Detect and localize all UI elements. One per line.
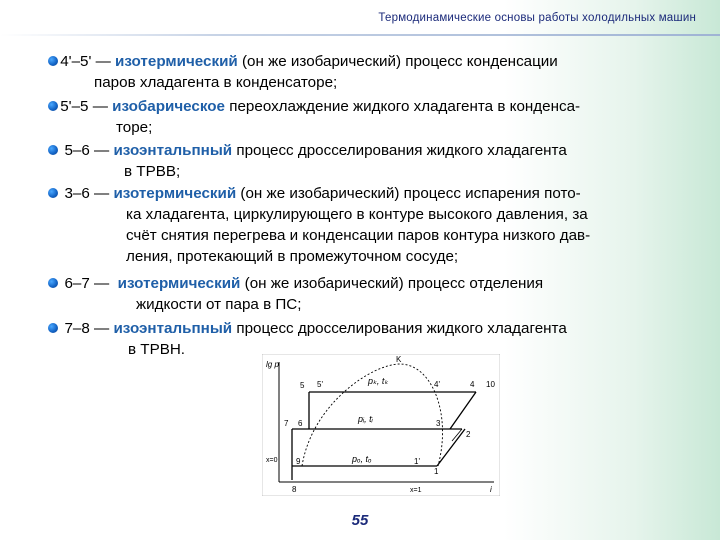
svg-text:1': 1' bbox=[414, 457, 420, 466]
svg-text:3: 3 bbox=[436, 419, 441, 428]
svg-text:5': 5' bbox=[317, 380, 323, 389]
svg-text:2: 2 bbox=[466, 430, 471, 439]
process-keyword: изоэнтальпный bbox=[113, 142, 233, 159]
list-item: 7–8 — изоэнтальпный процесс дросселирования жидкого хладагента в ТРВН. bbox=[56, 318, 696, 360]
process-label: 6–7 bbox=[64, 275, 90, 292]
list-item: 5–6 — изоэнтальпный процесс дросселирования жидкого хладагента в ТРВВ; bbox=[56, 140, 696, 182]
bullet-icon bbox=[48, 188, 58, 198]
svg-text:8: 8 bbox=[292, 485, 297, 494]
header-title: Термодинамические основы работы холодильных машин bbox=[378, 12, 696, 24]
process-label: 5–6 bbox=[64, 142, 90, 159]
svg-text:x=0: x=0 bbox=[266, 457, 278, 464]
process-keyword: изотермический bbox=[117, 275, 241, 292]
bullet-icon bbox=[48, 278, 58, 288]
svg-text:6: 6 bbox=[298, 419, 303, 428]
svg-text:7: 7 bbox=[284, 419, 289, 428]
list-item: 4'–5' — изотермический (он же изобарический) процесс конденсации паров хладагента в конденсаторе; bbox=[56, 51, 696, 93]
process-label: 7–8 bbox=[64, 320, 90, 337]
svg-text:9: 9 bbox=[296, 457, 301, 466]
list-item: 3–6 — изотермический (он же изобарический) процесс испарения пото- ка хладагента, циркулирующего в контуре высокого давления, за счёт снятия перегрева и конденсации паров контура низкого дав- ления, протекающий в промежуточном сосуде; bbox=[56, 183, 696, 267]
svg-text:x=1: x=1 bbox=[410, 487, 422, 494]
bullet-icon bbox=[48, 323, 58, 333]
y-axis-label: lg p bbox=[266, 360, 279, 369]
x-axis-label: i bbox=[490, 485, 492, 494]
header-divider bbox=[0, 34, 720, 36]
process-label: 4'–5' bbox=[60, 53, 92, 70]
svg-text:4': 4' bbox=[434, 380, 440, 389]
pk-label: pₖ, tₖ bbox=[368, 376, 389, 386]
process-keyword: изобарическое bbox=[112, 98, 226, 115]
svg-text:4: 4 bbox=[470, 380, 475, 389]
page-number: 55 bbox=[351, 512, 369, 529]
process-label: 3–6 bbox=[64, 185, 90, 202]
bullet-icon bbox=[48, 101, 58, 111]
list-item: 5'–5 — изобарическое переохлаждение жидкого хладагента в конденса- торе; bbox=[56, 96, 696, 138]
svg-text:5: 5 bbox=[300, 381, 305, 390]
critical-point-label: K bbox=[396, 355, 402, 364]
bullet-icon bbox=[48, 145, 58, 155]
process-keyword: изотермический bbox=[115, 53, 238, 70]
bullet-icon bbox=[48, 56, 58, 66]
pi-label: pᵢ, tᵢ bbox=[358, 414, 373, 424]
list-item: 6–7 — изотермический (он же изобарический) процесс отделения жидкости от пара в ПС; bbox=[56, 273, 696, 315]
svg-text:10: 10 bbox=[486, 380, 495, 389]
svg-text:1: 1 bbox=[434, 467, 439, 476]
process-keyword: изотермический bbox=[113, 185, 237, 202]
po-label: pₒ, tₒ bbox=[352, 454, 372, 464]
process-label: 5'–5 bbox=[60, 98, 89, 115]
lgp-i-diagram bbox=[262, 354, 500, 496]
process-keyword: изоэнтальпный bbox=[113, 320, 233, 337]
